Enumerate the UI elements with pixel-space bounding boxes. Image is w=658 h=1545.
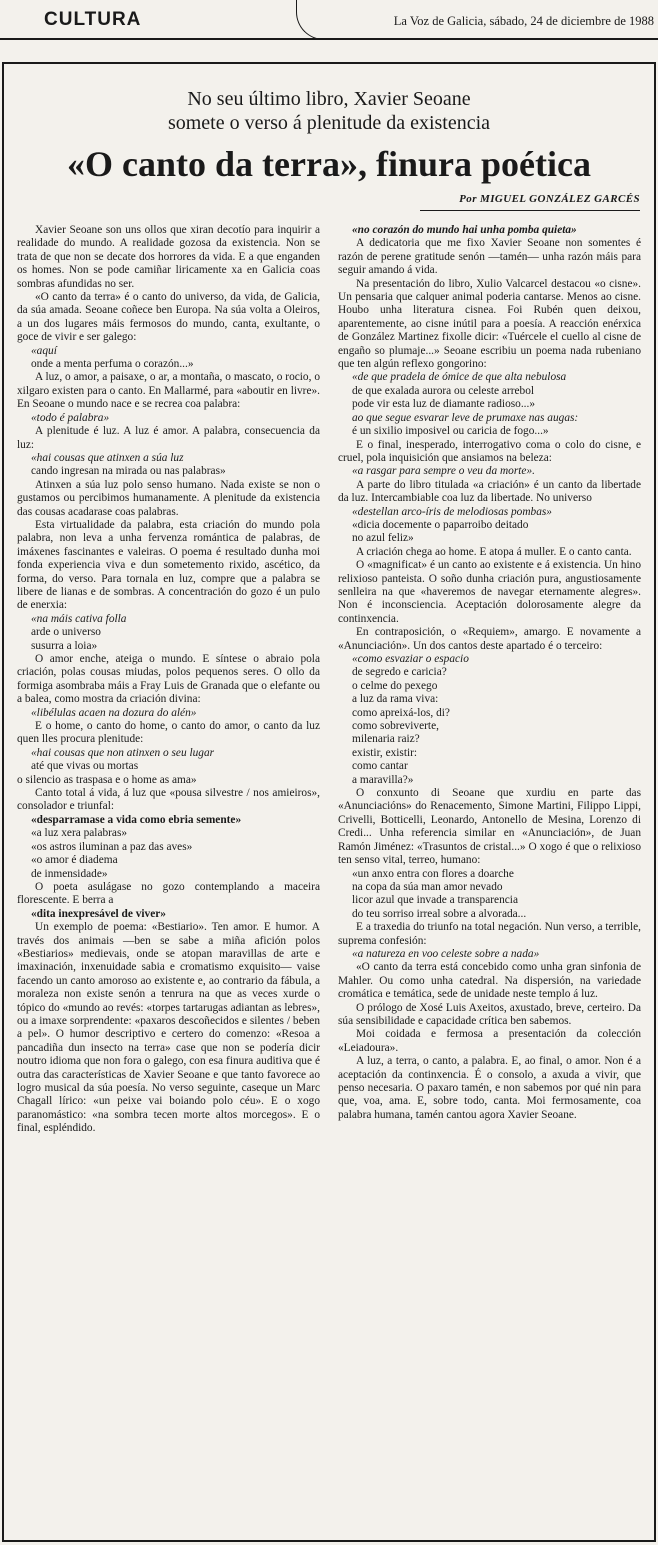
section-label: CULTURA	[44, 9, 142, 30]
paragraph: Un exemplo de poema: «Bestiario». Ten amor. E humor. A través dos animais —ben se sabe a miña afición polos «Bestiarios» medievais, onde se atopan maravillas de arte e imaxinación, inxenuidade sabia e cromatismo exquisito— vaise facendo un canto amoroso ao existente e, ao contrario da fábula, a moraleza non existe senón a tenrura na que as veces xurde o tópico do «mundo ao revés: «torpes tartarugas adiantan as lebres», ou a imaxe sorprendente: «paxaros descoñecidos e silentes / beben a pel». O humor descriptivo e certero do comenzo: «Resoa a pancadiña dun insecto na terra» case que non se podería dicir noutro idioma que non fora o galego, con esa finura auditiva que é outra das características de Xavier Seoane e que tanto favorece ao logro musical da súa poesía. No verso seguinte, caseque un Marc Chagall lírico: «un peixe vai boiando polo céu». E o xogo paranomástico: «na sombra tecen morte altos morcegos». E o final, espléndido.	[17, 921, 320, 1135]
verse-quote: cando ingresan na mirada ou nas palabras»	[31, 465, 226, 478]
paragraph: Moi coidada e fermosa a presentación da colección «Leiadoura».	[338, 1028, 641, 1054]
article-column-left	[17, 224, 320, 1136]
verse-quote: «dita inexpresável de viver»	[31, 907, 166, 920]
paragraph: «O canto da terra está concebido como unha gran sinfonia de Mahler. Ou como unha catedral. Na dispersión, na variedade cromática e temática, sede de unidade neste templo á luz.	[338, 961, 641, 1001]
verse-quote: como cantar	[352, 760, 408, 773]
verse-quote: «a rasgar para sempre o veu da morte».	[352, 465, 535, 478]
header-divider-curve	[296, 0, 336, 40]
paragraph: Esta virtualidade da palabra, esta criación do mundo pola palabra, non leva a unha fervenza romántica de palabras, de imáxenes fascinantes e valeiras. O poema é resultado dunha moi fonda experiencia viva e dun sometemento rixido, ascético, da forma, do verso. Para tornala en luz, compre que a palabra se libere de lianas e de sombras. A concentración do gozo é un pulo de enerxia:	[17, 518, 320, 612]
verse-quote: ao que segue esvarar leve de prumaxe nas augas:	[352, 411, 579, 424]
verse-quote: «hai cousas que atinxen a súa luz	[31, 451, 184, 464]
paragraph: E o home, o canto do home, o canto do amor, o canto da luz quen lles procura plenitude:	[17, 720, 320, 746]
article-column-right	[338, 224, 641, 1122]
paragraph: O poeta asulágase no gozo contemplando a maceira florescente. E berra a	[17, 880, 320, 907]
verse-quote: a luz da rama viva:	[352, 693, 439, 706]
verse-quote: como apreixá-los, di?	[352, 706, 450, 719]
paragraph: Atinxen a súa luz polo senso humano. Nada existe se non o gustamos ou percibimos humanamente. A plenitude da existencia das cousas acadarase coas palabras.	[17, 478, 320, 518]
paragraph: O prólogo de Xosé Luis Axeitos, axustado, breve, certeiro. Da súa sensibilidade e capacidade crítica ben sabemos.	[338, 1001, 641, 1027]
verse-quote: pode vir esta luz de diamante radioso...»	[352, 398, 536, 411]
paragraph: Canto total á vida, á luz que «pousa silvestre / nos amieiros», consolador e triunfal:	[17, 787, 320, 813]
paragraph: Xavier Seoane son uns ollos que xiran decotío para inquirir a realidade do mundo. A realidade gozosa da existencia. Non se trata de que non se decate dos horrores da vida. E a que enganden os homes. Non se pode camiñar liricamente xa en Galicia coas sombras afundidas no ser.	[17, 224, 320, 290]
paragraph: A luz, o amor, a paisaxe, o ar, a montaña, o mascato, o rocio, o xilgaro existen para o canto. En Mallarmé, para «aboutir en livre». En Seoane o mundo nace e se recrea coa palabra:	[17, 371, 320, 411]
byline-rule	[420, 210, 640, 211]
header-rule	[0, 38, 658, 40]
verse-quote: «aquí	[31, 344, 57, 357]
verse-quote: «todo é palabra»	[31, 411, 110, 424]
article-byline: Por MIGUEL GONZÁLEZ GARCÉS	[459, 193, 640, 205]
masthead-date-line: La Voz de Galicia, sábado, 24 de diciembre de 1988	[393, 14, 654, 28]
verse-quote: «destellan arco-íris de melodiosas pombas»	[352, 505, 552, 518]
verse-quote: «libélulas acaen na dozura do alén»	[31, 706, 197, 719]
verse-quote: de segredo e caricia?	[352, 666, 447, 679]
verse-quote: onde a menta perfuma o corazón...»	[31, 358, 194, 371]
verse-quote: «un anxo entra con flores a doarche	[352, 867, 514, 880]
verse-quote: de que exalada aurora ou celeste arrebol	[352, 384, 535, 397]
kicker-line-1: No seu último libro, Xavier Seoane	[187, 88, 471, 110]
paragraph: E a traxedia do triunfo na total negación. Nun verso, a terrible, suprema confesión:	[338, 921, 641, 947]
verse-quote: «hai cousas que non atinxen o seu lugar	[31, 746, 215, 759]
verse-quote: é un sixilio imposivel ou caricia de fogo...»	[352, 425, 549, 438]
verse-quote: milenaria raiz?	[352, 733, 420, 746]
paragraph: E o final, inesperado, interrogativo coma o colo do cisne, e cruel, pola inquisición que ansiamos na beleza:	[338, 438, 641, 464]
paragraph: A criación chega ao home. E atopa á muller. E o canto canta.	[356, 545, 632, 558]
verse-quote: «o amor é diadema	[31, 854, 118, 867]
paragraph: A luz, a terra, o canto, a palabra. E, ao final, o amor. Non é a aceptación da continxencia. É o consolo, a axuda a vivir, que penso necesaria. O paxaro tamén, e non sabemos por qué nin para que, voa, ama. E, sobre todo, canta. Moi fermosamente, coa palabra humana, tamén cantou agora Xavier Seoane.	[338, 1055, 641, 1121]
verse-quote: do teu sorriso irreal sobre a alvorada...	[352, 907, 527, 920]
verse-quote: «de que pradela de ómice de que alta nebulosa	[352, 371, 567, 384]
paragraph: Na presentación do libro, Xulio Valcarcel destacou «o cisne». Un pensaria que calquer animal poderia cantarse. Menos ao cisne. Houbo unha literatura cisnea. Foi Rubén quen deixou, aparentemente, ao cisne inútil para a poesía. A reacción enérxica de González Martinez fixolle dicir: «Tuércele el cuello al cisne de engaño so plumaje...» Seoane escribiu un poema nada rubeniano que ten algún reflexo gongorino:	[338, 277, 641, 371]
verse-quote: susurra a loia»	[31, 639, 98, 652]
verse-quote: «como esvaziar o espacio	[352, 653, 469, 665]
paragraph: En contraposición, o «Requiem», amargo. E novamente a «Anunciación». Un dos cantos deste apartado é o terceiro:	[338, 626, 641, 652]
verse-quote: de inmensidade»	[31, 867, 108, 880]
verse-quote: «os astros iluminan a paz das aves»	[31, 840, 193, 853]
verse-quote: «a natureza en voo celeste sobre a nada»	[352, 947, 540, 960]
page-header	[0, 0, 658, 40]
paragraph: A dedicatoria que me fixo Xavier Seoane non somentes é razón de perene gratitude senón —tamén— unha razón máis para seguir amando á vida.	[338, 237, 641, 277]
verse-quote: arde o universo	[31, 626, 101, 639]
kicker-line-2: somete o verso á plenitude da existencia	[167, 112, 491, 134]
verse-quote: como sobreviverte,	[352, 720, 439, 733]
paragraph: O amor enche, ateiga o mundo. E síntese o abraio pola criación, polas cousas miudas, polos pequenos seres. O ollo da formiga asombraba máis a Fray Luis de Granada que o elefante ou a balea, como mostra da criación divina:	[17, 653, 320, 706]
verse-quote: «no corazón do mundo hai unha pomba quieta»	[352, 224, 577, 236]
verse-quote: «na máis cativa folla	[31, 612, 127, 625]
article-kicker	[0, 87, 658, 135]
verse-quote: licor azul que invade a transparencia	[352, 894, 518, 907]
paragraph: A plenitude é luz. A luz é amor. A palabra, consecuencia da luz:	[17, 425, 320, 451]
verse-quote: «dicia docemente o paparroibo deitado	[352, 518, 529, 531]
verse-quote: «a luz xera palabras»	[31, 827, 128, 840]
paragraph: o silencio as traspasa e o home as ama»	[17, 773, 197, 786]
verse-quote: na copa da súa man amor nevado	[352, 880, 503, 893]
verse-quote: a maravilla?»	[352, 773, 414, 786]
paragraph: O «magnificat» é un canto ao existente e á existencia. Un hino relixioso panteista. O soño dunha criación pura, angustiosamente senlleira na que «haveremos de navegar eternamente alegres». Non é inconsciencia. Aceptación dolorosamente alegre da continxencia.	[338, 559, 641, 625]
verse-quote: existir, existir:	[352, 746, 418, 759]
paragraph: «O canto da terra» é o canto do universo, da vida, de Galicia, da súa amada. Seoane coñece ben Europa. Na súa volta a Oleiros, a un dos lugares máis fermosos do mundo, canta, exultante, o goce de vivir e ser galego:	[17, 291, 320, 344]
paragraph: A parte do libro titulada «a criación» é un canto da libertade da luz. Intercambiable coa luz da libertade. No universo	[338, 478, 641, 505]
article-headline: «O canto da terra», finura poética	[67, 144, 591, 184]
verse-quote: até que vivas ou mortas	[31, 760, 139, 773]
paragraph: O conxunto di Seoane que xurdiu en parte das «Anunciacións» do Renacemento, Simone Martini, Filippo Lippi, Crivelli, Botticelli, Leonardo, Antonello de Mesina, Lorenzo di Credi... Unha referencia similar en «Anunciación», de Juan Ramón Jiménez: «Trasuntos de cristal...» O xogo é que o relixioso ten senso vital, terreo, humano:	[338, 787, 641, 867]
verse-quote: «desparramase a vida como ebria semente»	[31, 813, 242, 826]
verse-quote: no azul feliz»	[352, 532, 414, 545]
verse-quote: o celme do pexego	[352, 679, 438, 692]
